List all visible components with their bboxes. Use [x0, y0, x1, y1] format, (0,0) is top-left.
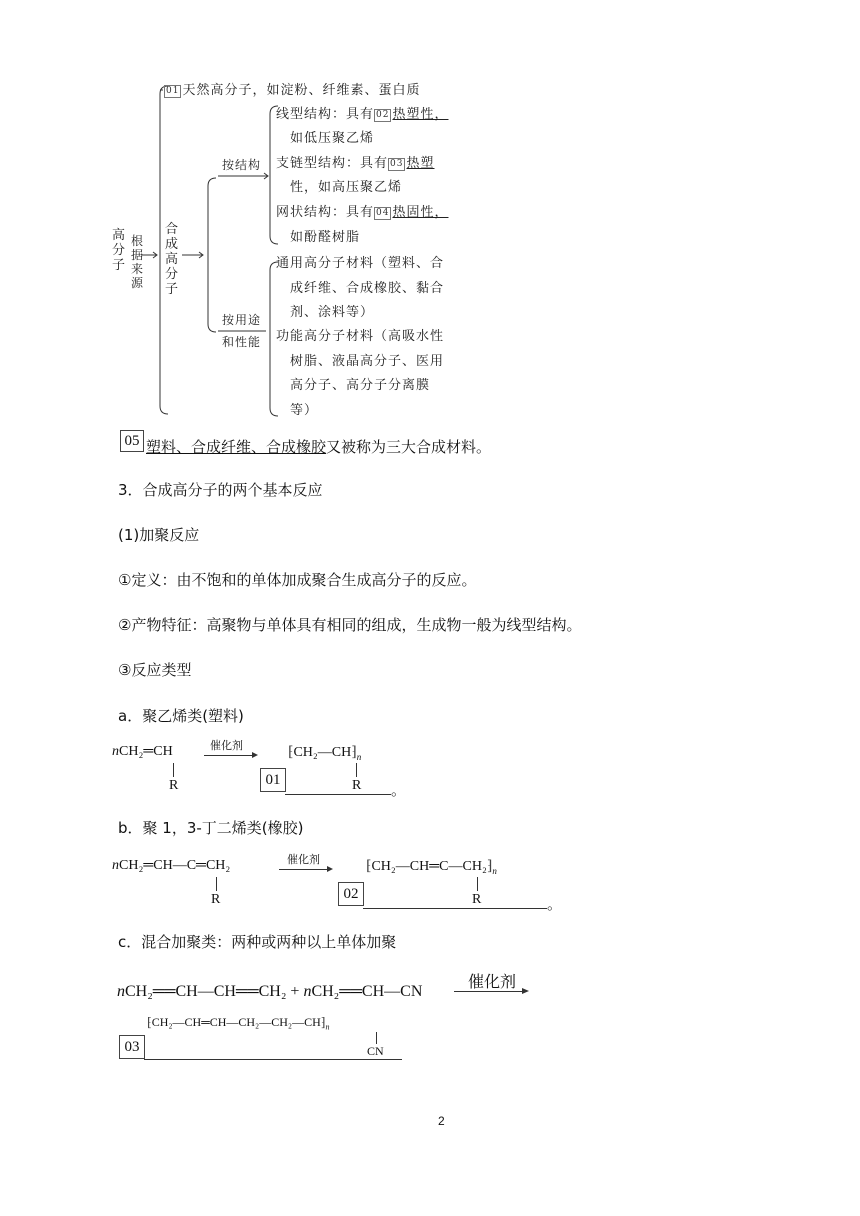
type-b-product: $⁅CH_2—CH═C—CH_2⁆_n$: [366, 859, 497, 876]
tree-functional-materials: 功能高分子材料（高吸水性 树脂、液晶高分子、医用 高分子、高分子分离膜 等）: [276, 329, 445, 418]
type-a-label: a．聚乙烯类(塑料): [118, 707, 244, 725]
arrow-head: [522, 988, 529, 994]
type-b-label: b．聚 1，3-丁二烯类(橡胶): [118, 819, 304, 837]
tree-by-structure: 按结构: [222, 158, 262, 172]
type-a-reactant: nCH₂═CH: [112, 744, 173, 759]
type-b-period: 。: [547, 895, 563, 913]
tree-branched-example: 性，如高压聚乙烯: [290, 180, 403, 195]
bond-line: [173, 763, 174, 777]
arrow-head: [252, 752, 258, 758]
reaction-arrow: [279, 869, 331, 870]
type-a-period: 。: [391, 781, 407, 799]
tree-branched: 支链型结构：具有 03 热塑: [276, 156, 435, 171]
number-box: 04: [376, 208, 390, 218]
type-b-product-r: R: [472, 892, 482, 907]
bond-line: [376, 1032, 377, 1044]
note-text: 塑料、合成纤维、合成橡胶又被称为三大合成材料。: [146, 438, 492, 456]
number-box: 01: [166, 86, 180, 96]
tree-root: 高分子: [112, 228, 126, 273]
answer-blank: [285, 794, 391, 795]
type-a-r: R: [169, 778, 179, 793]
number-box: 02: [376, 110, 390, 120]
answer-blank: [363, 908, 547, 909]
answer-box-03: 03: [119, 1035, 145, 1059]
arrow-head: [327, 866, 333, 872]
section-title: 3．合成高分子的两个基本反应: [118, 481, 323, 499]
type-b-r: R: [211, 892, 221, 907]
type-a-product: $⁅CH_2—CH⁆_n$: [288, 745, 362, 762]
type-c-cn: CN: [367, 1044, 384, 1058]
type-c-catalyst: 催化剂: [468, 972, 517, 991]
type-a-product-r: R: [352, 778, 362, 793]
type-c-label: c．混合加聚类：两种或两种以上单体加聚: [118, 933, 397, 951]
tree-general-materials: 通用高分子材料（塑料、合 成纤维、合成橡胶、黏合 剂、涂料等）: [276, 256, 445, 320]
bond-line: [356, 763, 357, 777]
tree-network: 网状结构：具有 04 热固性，: [276, 205, 449, 220]
tree-linear: 线型结构：具有 02 热塑性，: [276, 107, 449, 122]
bond-line: [216, 877, 217, 891]
tree-by-use: 按用途 和性能: [222, 313, 262, 349]
tree-network-example: 如酚醛树脂: [290, 230, 361, 245]
definition-text: ①定义：由不饱和的单体加成聚合生成高分子的反应。: [118, 571, 477, 589]
tree-linear-example: 如低压聚乙烯: [290, 131, 375, 146]
answer-box-05: 05: [120, 430, 144, 452]
type-b-catalyst: 催化剂: [287, 853, 320, 866]
answer-blank: [144, 1059, 402, 1060]
bond-line: [477, 877, 478, 891]
answer-box-01: 01: [260, 768, 286, 792]
reaction-arrow: [204, 755, 256, 756]
tree-by-source: 根据来源: [131, 234, 144, 290]
page-number: 2: [438, 1114, 445, 1128]
sub-title: (1)加聚反应: [118, 526, 200, 544]
tree-synthetic: 合成高分子: [165, 222, 179, 297]
feature-text: ②产物特征：高聚物与单体具有相同的组成，生成物一般为线型结构。: [118, 616, 582, 634]
type-a-catalyst: 催化剂: [210, 739, 243, 752]
number-box: 03: [390, 159, 404, 169]
type-b-reactant: nCH₂═CH—C═CH₂: [112, 858, 231, 873]
tree-natural: 01 天然高分子，如淀粉、纤维素、蛋白质: [166, 83, 421, 98]
answer-box-02: 02: [338, 882, 364, 906]
type-c-product: $⁅CH_2—CH═CH—CH_2—CH_2—CH⁆_n$: [147, 1015, 330, 1032]
types-title: ③反应类型: [118, 661, 192, 679]
reaction-arrow: [454, 991, 526, 992]
type-c-reactants: nCH₂══CH—CH══CH₂ + nCH₂══CH—CN: [117, 983, 423, 1000]
